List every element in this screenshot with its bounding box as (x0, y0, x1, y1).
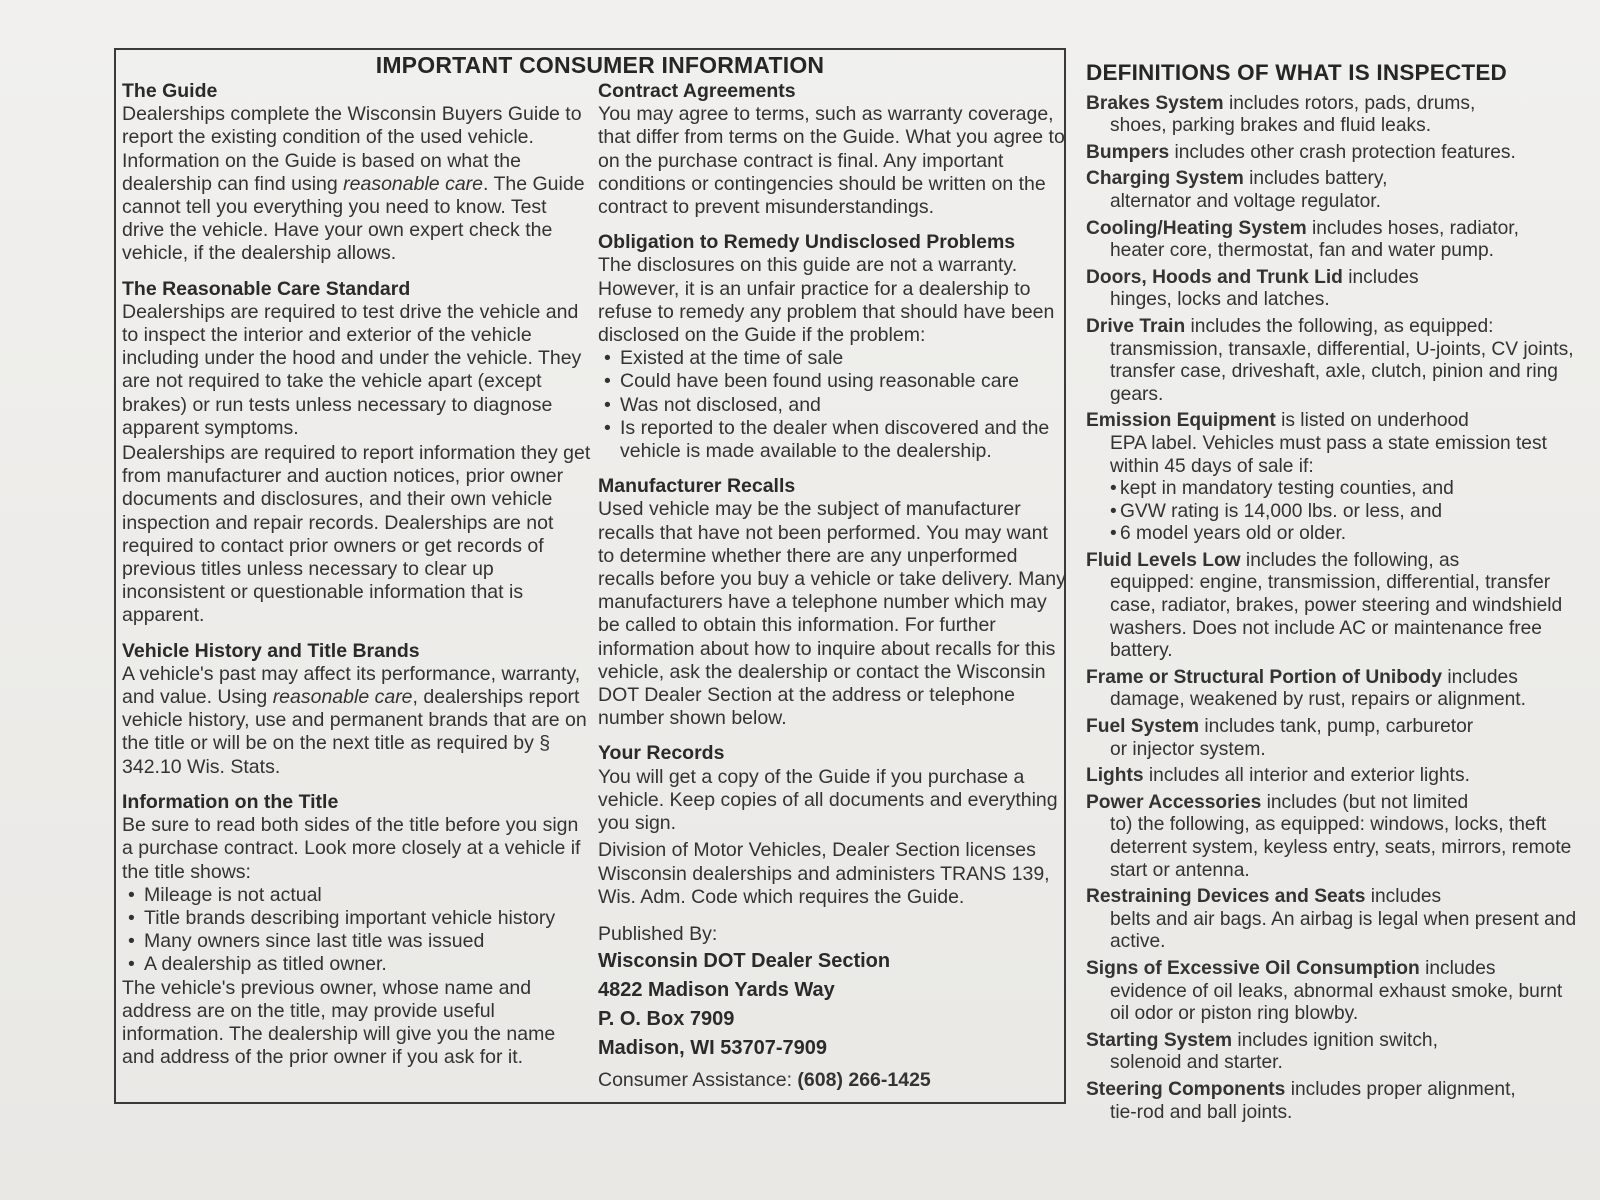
section-text: You may agree to terms, such as warranty coverage, that differ from terms on the Guide. What you agree to on the purchase contract is final. Any important conditions or contingencies should be written on the contract to prevent misunderstandings. (598, 103, 1065, 219)
section-contract-agreements (598, 80, 1068, 219)
definition-first-line (1086, 958, 1586, 981)
list-item: • A dealership as titled owner. (128, 953, 592, 976)
definition-first-line (1086, 142, 1586, 165)
definitions-column (1086, 62, 1586, 1128)
definition-text: includes other crash protection features. (1169, 141, 1516, 163)
definition-continued: transmission, transaxle, differential, U-joints, CV joints, transfer case, driveshaft, axle, clutch, pinion and ring gears. (1110, 338, 1574, 405)
middle-column (598, 80, 1068, 1092)
definition-term: Bumpers (1086, 141, 1170, 163)
definition-continued: solenoid and starter. (1110, 1052, 1283, 1074)
emphasis-text: reasonable care (272, 686, 413, 709)
definition-continued: to) the following, as equipped: windows, locks, theft deterrent system, keyless entry, seats, mirrors, remote start or antenna. (1110, 814, 1572, 881)
definition-term: Starting System (1086, 1029, 1233, 1051)
definition-text: includes proper alignment, (1285, 1078, 1516, 1100)
definition-text: includes (1365, 886, 1442, 908)
consumer-assistance (598, 1069, 1068, 1092)
section-text: Division of Motor Vehicles, Dealer Section licenses Wisconsin dealerships and administers TRANS 139, Wis. Adm. Code which requires the Guide. (598, 839, 1050, 908)
text-part: . The Guide cannot tell you everything you need to know. Test drive the vehicle. Have your own expert check the vehicle, if the dealership allows. (122, 172, 585, 265)
list-item: • Is reported to the dealer when discovered and the vehicle is made available to the dealership. (604, 417, 1068, 463)
list-item: • Many owners since last title was issued (128, 930, 592, 953)
section-text: The disclosures on this guide are not a warranty. However, it is an unfair practice for a dealership to refuse to remedy any problem that should have been disclosed on the Guide if the problem: (598, 254, 1055, 347)
list-item: • Title brands describing important vehicle history (128, 907, 592, 930)
definition-first-line (1086, 218, 1586, 241)
definition-item (1086, 1030, 1586, 1075)
section-heading: Information on the Title (122, 790, 339, 813)
section-recalls (598, 475, 1068, 730)
definition-term: Fluid Levels Low (1086, 549, 1241, 571)
definition-item (1086, 886, 1586, 954)
definition-text: includes (1442, 666, 1518, 688)
definition-continued: hinges, locks and latches. (1110, 289, 1330, 311)
definition-term: Doors, Hoods and Trunk Lid (1086, 266, 1343, 288)
definition-text: includes tank, pump, carburetor (1199, 716, 1474, 738)
publisher-name: Wisconsin DOT Dealer Section (598, 949, 891, 972)
definition-term: Cooling/Heating System (1086, 217, 1307, 239)
definition-term: Signs of Excessive Oil Consumption (1086, 957, 1420, 979)
definition-first-line (1086, 267, 1586, 290)
section-text: Used vehicle may be the subject of manufacturer recalls that have not been performed. You may want to determine whether there are any unperformed recalls before you buy a vehicle or take delivery. Many manufacturers have a telephone number which may be called to obtain this information. For further information about how to inquire about recalls for this vehicle, ask the dealership or contact the Wisconsin DOT Dealer Section at the address or telephone number shown below. (598, 498, 1066, 730)
list-item: • Mileage is not actual (128, 884, 592, 907)
list-item: • 6 model years old or older. (1110, 523, 1586, 546)
section-text: Be sure to read both sides of the title before you sign a purchase contract. Look more closely at a vehicle if the title shows: (122, 814, 581, 883)
assistance-phone: (608) 266-1425 (797, 1068, 931, 1091)
definition-text: includes (1419, 957, 1496, 979)
list-item: • Was not disclosed, and (604, 394, 1068, 417)
definition-item (1086, 765, 1586, 788)
section-text (122, 103, 592, 265)
section-text: The vehicle's previous owner, whose name and address are on the title, may provide useful information. The dealership will give you the name and address of the prior owner if you ask for it. (122, 976, 556, 1069)
definition-text: includes battery, (1243, 168, 1388, 190)
definition-term: Steering Components (1086, 1078, 1286, 1100)
definition-term: Emission Equipment (1086, 410, 1276, 432)
section-heading: The Guide (122, 80, 218, 102)
definition-text: includes rotors, pads, drums, (1223, 92, 1476, 114)
definition-continued: alternator and voltage regulator. (1110, 190, 1381, 212)
definitions-title: DEFINITIONS OF WHAT IS INSPECTED (1086, 60, 1507, 85)
definition-continued: belts and air bags. An airbag is legal when present and active. (1110, 908, 1577, 953)
definition-continued: tie-rod and ball joints. (1110, 1101, 1293, 1123)
definition-first-line (1086, 1030, 1586, 1053)
definition-first-line (1086, 886, 1586, 909)
section-text: Dealerships are required to test drive the vehicle and to inspect the interior and exterior of the vehicle including under the hood and under the vehicle. They are not required to take the vehicle apart (except brakes) or run tests unless necessary to diagnose apparent symptoms. (122, 300, 582, 439)
list-item: • GVW rating is 14,000 lbs. or less, and (1110, 501, 1586, 524)
section-text: Dealerships are required to report information they get from manufacturer and auction notices, prior owner documents and disclosures, and their own vehicle inspection and repair records. Dealerships are not required to contact prior owners or get records of previous titles unless necessary to clear up inconsistent or questionable information that is apparent. (122, 442, 591, 627)
publisher-block (598, 921, 1068, 1092)
definition-first-line (1086, 765, 1586, 788)
section-your-records (598, 742, 1068, 908)
definition-item (1086, 958, 1586, 1026)
definition-text: includes (but not limited (1261, 791, 1469, 813)
definition-term: Drive Train (1086, 315, 1186, 337)
section-the-guide (122, 80, 592, 266)
definition-item (1086, 267, 1586, 312)
definition-item (1086, 792, 1586, 882)
section-text (122, 663, 592, 779)
publisher-city: Madison, WI 53707-7909 (598, 1036, 827, 1059)
section-obligation (598, 231, 1068, 463)
list-item: • Existed at the time of sale (604, 347, 1068, 370)
definition-term: Restraining Devices and Seats (1086, 886, 1366, 908)
definition-text: includes (1342, 266, 1419, 288)
definition-first-line (1086, 168, 1586, 191)
list-item: • kept in mandatory testing counties, and (1110, 478, 1586, 501)
definition-item (1086, 93, 1586, 138)
definition-continued: heater core, thermostat, fan and water pump. (1110, 240, 1494, 262)
definition-term: Fuel System (1086, 716, 1200, 738)
definition-item (1086, 316, 1586, 406)
definition-term: Lights (1086, 765, 1144, 787)
definition-first-line (1086, 316, 1586, 339)
definition-item (1086, 168, 1586, 213)
section-heading: Your Records (598, 742, 725, 765)
assistance-label: Consumer Assistance: (598, 1068, 798, 1091)
definition-text: includes hoses, radiator, (1306, 217, 1519, 239)
definition-first-line (1086, 550, 1586, 573)
bullet-list (598, 347, 1068, 463)
definitions-list (1086, 93, 1586, 1125)
definition-continued: or injector system. (1110, 738, 1266, 760)
definition-term: Brakes System (1086, 92, 1224, 114)
published-by-label: Published By: (598, 922, 718, 945)
section-vehicle-history (122, 640, 592, 779)
definition-continued: damage, weakened by rust, repairs or alignment. (1110, 689, 1526, 711)
section-reasonable-care (122, 278, 592, 628)
definition-text: includes the following, as (1240, 549, 1460, 571)
definition-continued: EPA label. Vehicles must pass a state emission test within 45 days of sale if: (1110, 432, 1547, 477)
bullet-list (122, 884, 592, 977)
list-item: • Could have been found using reasonable care (604, 370, 1068, 393)
definition-item (1086, 1079, 1586, 1124)
main-title: IMPORTANT CONSUMER INFORMATION (375, 52, 825, 78)
section-heading: Contract Agreements (598, 80, 796, 102)
definition-text: includes ignition switch, (1232, 1029, 1438, 1051)
emphasis-text: reasonable care (343, 172, 483, 195)
definition-text: includes all interior and exterior lights. (1143, 765, 1470, 787)
definition-continued: equipped: engine, transmission, differential, transfer case, radiator, brakes, power steering and windshield washers. Does not include AC or maintenance free battery. (1110, 572, 1563, 662)
publisher-address: 4822 Madison Yards Way (598, 978, 835, 1001)
definition-continued: shoes, parking brakes and fluid leaks. (1110, 115, 1432, 137)
definition-item (1086, 218, 1586, 263)
definition-text: includes the following, as equipped: (1185, 315, 1494, 337)
definition-first-line (1086, 792, 1586, 815)
definition-term: Power Accessories (1086, 791, 1262, 813)
text-part: , dealerships report vehicle history, use and permanent brands that are on the title or will be on the next title as required by § 342.10 Wis. Stats. (122, 686, 587, 778)
definition-term: Frame or Structural Portion of Unibody (1086, 666, 1443, 688)
definition-item (1086, 142, 1586, 165)
definition-text: is listed on underhood (1275, 410, 1469, 432)
definition-first-line (1086, 667, 1586, 690)
section-title-info (122, 791, 592, 1069)
definition-item (1086, 716, 1586, 761)
definition-continued: evidence of oil leaks, abnormal exhaust smoke, burnt oil odor or piston ring blowby. (1110, 980, 1563, 1025)
text-part: Dealerships complete the Wisconsin Buyers Guide to report the existing condition of the used vehicle. Information on the Guide is based on what the dealership can find using (122, 103, 582, 195)
definition-item (1086, 410, 1586, 546)
definition-first-line (1086, 410, 1586, 433)
text-part: A vehicle's past may affect its performance, warranty, and value. Using (122, 662, 581, 709)
definition-item (1086, 550, 1586, 663)
section-heading: The Reasonable Care Standard (122, 277, 411, 300)
definition-first-line (1086, 716, 1586, 739)
definition-term: Charging System (1086, 168, 1244, 190)
publisher-po-box: P. O. Box 7909 (598, 1007, 735, 1030)
section-heading: Vehicle History and Title Brands (122, 639, 420, 662)
definition-item (1086, 667, 1586, 712)
section-heading: Manufacturer Recalls (598, 475, 796, 498)
definition-first-line (1086, 1079, 1586, 1102)
left-column (122, 80, 592, 1081)
bullet-list (1086, 478, 1586, 546)
definition-first-line (1086, 93, 1586, 116)
section-heading: Obligation to Remedy Undisclosed Problems (598, 231, 1016, 254)
section-text: You will get a copy of the Guide if you purchase a vehicle. Keep copies of all documents and everything you sign. (598, 765, 1058, 835)
